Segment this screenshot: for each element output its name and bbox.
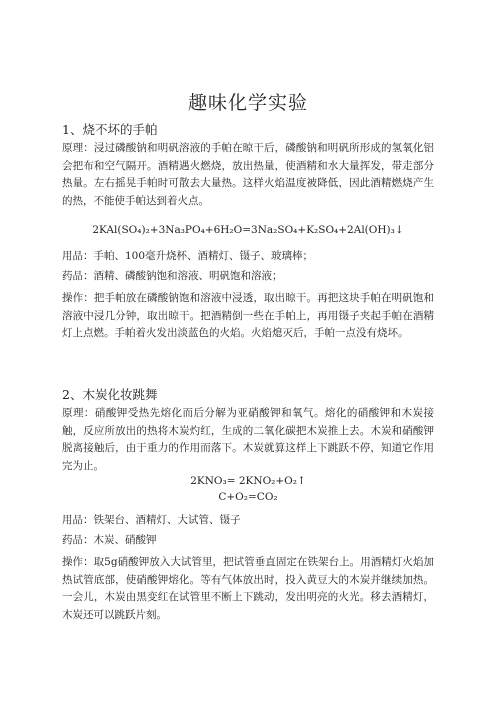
section-2-heading: 2、木炭化妆跳舞 <box>62 387 158 402</box>
section-2-reagents: 药品：木炭、硝酸钾 <box>62 534 157 546</box>
section-2-operation: 操作：取5g硝酸钾放入大试管里，把试管垂直固定在铁架台上。用酒精灯火焰加热试管底部，使硝酸钾熔化。等有气体放出时，投入黄豆大的木炭并继续加热。一会儿，木炭由黑变红在试管里不断上下跳动，发出明亮的火光。移去酒精灯，木炭还可以跳跃片刻。 <box>62 556 434 621</box>
section-1-heading: 1、烧不坏的手帕 <box>62 122 158 137</box>
section-1-reagents: 药品：酒精、磷酸钠饱和溶液、明矾饱和溶液； <box>62 270 283 282</box>
section-1-operation: 操作：把手帕放在磷酸钠饱和溶液中浸透，取出晾干。再把这块手帕在明矾饱和溶液中浸几分钟，取出晾干。把酒精倒一些在手帕上，再用镊子夹起手帕在酒精灯上点燃。手帕着火发出淡蓝色的火焰。火焰熄灭后，手帕一点没有烧坏。 <box>62 292 434 339</box>
document-title: 趣味化学实验 <box>187 92 308 114</box>
section-2-principle: 原理：硝酸钾受热先熔化而后分解为亚硝酸钾和氧气。熔化的硝酸钾和木炭接触，反应所放出的热将木炭灼红，生成的二氧化碳把木炭推上去。木炭和硝酸钾脱离接触后，由于重力的作用而落下。木炭就算这样上下跳跃不停，知道它作用完为止。 <box>62 407 434 472</box>
section-2-equation-2: C+O₂=CO₂ <box>218 491 278 503</box>
section-1-tools: 用品：手帕、100毫升烧杯、酒精灯、镊子、玻璃棒； <box>62 250 314 262</box>
section-1-equation: 2KAl(SO₄)₂+3Na₃PO₄+6H₂O=3Na₂SO₄+K₂SO₄+2Al(OH)₃↓ <box>92 224 404 236</box>
section-1-principle: 原理：浸过磷酸钠和明矾溶液的手帕在晾干后，磷酸钠和明矾所形成的氢氧化铝会把布和空气隔开。酒精遇火燃烧，放出热量，使酒精和水大量挥发，带走部分热量。左右摇晃手帕时可散去大量热。这样火焰温度被降低，因此酒精燃烧产生的热，不能使手帕达到着火点。 <box>62 142 434 207</box>
section-2-equation-1: 2KNO₃= 2KNO₂+O₂↑ <box>190 475 306 487</box>
section-2-tools: 用品：铁架台、酒精灯、大试管、镊子 <box>62 514 241 526</box>
